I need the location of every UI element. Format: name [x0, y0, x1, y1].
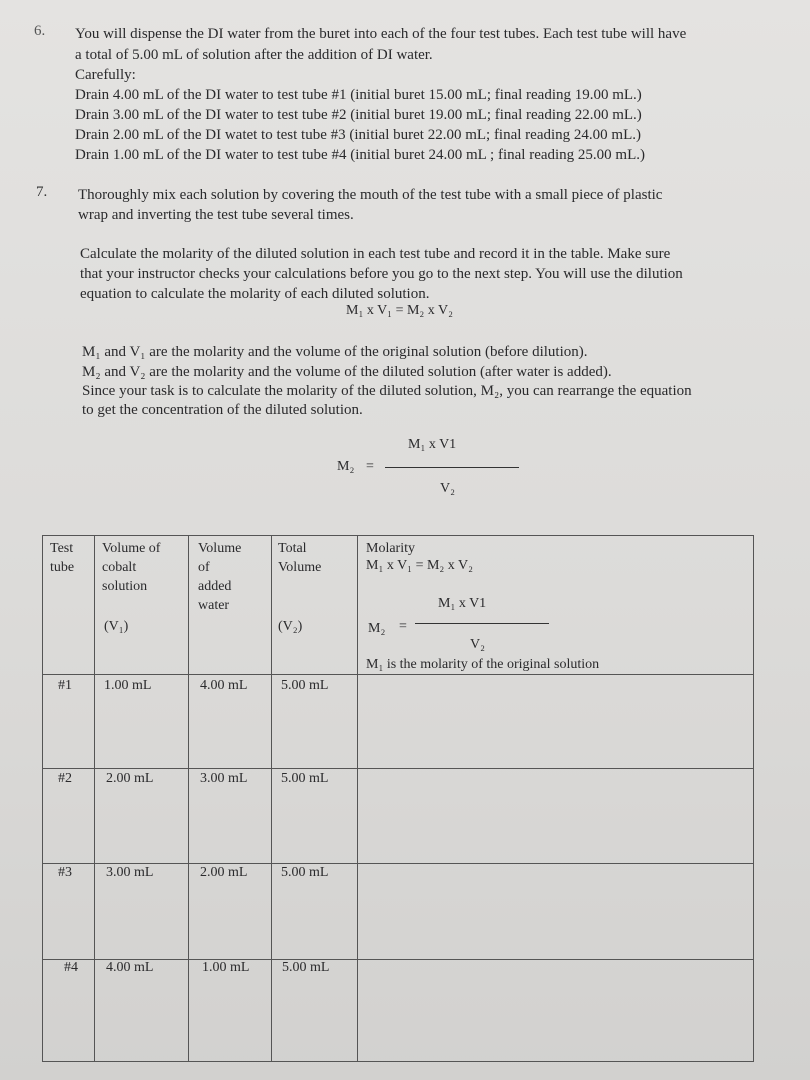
- header-text: solution: [102, 579, 148, 594]
- header-formula-lhs: M₂: [368, 621, 386, 636]
- header-molarity-equation: M₁ x V₁ = M₂ x V₂: [366, 558, 474, 573]
- formula-numerator: M₁ x V1: [408, 437, 457, 452]
- step-7-line: Thoroughly mix each solution by covering the mouth of the test tube with a small piece of plastic: [78, 187, 663, 203]
- row-divider: [42, 768, 754, 769]
- header-molarity-note: M₁ is the molarity of the original solution: [366, 657, 600, 672]
- table-border-bottom: [42, 1061, 754, 1062]
- row-2-water: 3.00 mL: [200, 771, 248, 786]
- row-1-water: 4.00 mL: [200, 678, 248, 693]
- step-7-number: 7.: [36, 184, 48, 200]
- header-text: tube: [50, 560, 75, 575]
- formula-denominator: V₂: [440, 481, 455, 496]
- header-v1-symbol: (V₁): [104, 619, 129, 634]
- formula-equals: =: [366, 459, 374, 474]
- column-divider: [357, 535, 358, 1062]
- step-6-line: Drain 1.00 mL of the DI water to test tube #4 (initial buret 24.00 mL ; final reading 25.00 mL.): [75, 147, 645, 163]
- step-7-line: wrap and inverting the test tube several times.: [78, 207, 354, 223]
- header-test-tube: [50, 539, 74, 577]
- header-v2-symbol: (V₂): [278, 619, 303, 634]
- step-6-line: a total of 5.00 mL of solution after the addition of DI water.: [75, 47, 433, 63]
- row-2-v2: 5.00 mL: [281, 771, 329, 786]
- step-6-line: Drain 4.00 mL of the DI water to test tube #1 (initial buret 15.00 mL; final reading 19.00 mL.): [75, 87, 642, 103]
- explanation-line: Since your task is to calculate the molarity of the diluted solution, M₂, you can rearrange the equation: [82, 383, 692, 399]
- header-text: Volume of: [102, 541, 161, 556]
- header-text: water: [198, 598, 230, 613]
- header-text: of: [198, 560, 210, 575]
- formula-fraction-bar: [385, 467, 519, 468]
- header-text: Test: [50, 541, 74, 556]
- row-3-v2: 5.00 mL: [281, 865, 329, 880]
- header-total-volume: [278, 539, 321, 577]
- table-border-right: [753, 535, 754, 1062]
- step-6-number: 6.: [34, 23, 46, 39]
- step-6-line: Drain 3.00 mL of the DI water to test tube #2 (initial buret 19.00 mL; final reading 22.00 mL.): [75, 107, 642, 123]
- row-2-v1: 2.00 mL: [106, 771, 154, 786]
- step-6-line: You will dispense the DI water from the buret into each of the four test tubes. Each test tube will have: [75, 26, 687, 42]
- row-4-v1: 4.00 mL: [106, 960, 154, 975]
- header-formula-denominator: V₂: [470, 637, 485, 652]
- row-2-tube: #2: [58, 771, 72, 786]
- header-formula-fraction-bar: [415, 623, 549, 624]
- calc-instruction-line: that your instructor checks your calculations before you go to the next step. You will use the dilution: [80, 266, 683, 282]
- table-border-top: [42, 535, 754, 536]
- header-formula-equals: =: [399, 619, 407, 634]
- row-divider: [42, 674, 754, 675]
- explanation-line: to get the concentration of the diluted solution.: [82, 402, 363, 418]
- row-divider: [42, 863, 754, 864]
- row-1-v2: 5.00 mL: [281, 678, 329, 693]
- calc-instruction-line: Calculate the molarity of the diluted solution in each test tube and record it in the table. Make sure: [80, 246, 671, 262]
- explanation-line: M₂ and V₂ are the molarity and the volume of the diluted solution (after water is added).: [82, 364, 612, 380]
- row-3-water: 2.00 mL: [200, 865, 248, 880]
- step-6-line: Drain 2.00 mL of the DI watet to test tube #3 (initial buret 22.00 mL; final reading 24.00 mL.): [75, 127, 641, 143]
- explanation-line: M₁ and V₁ are the molarity and the volume of the original solution (before dilution).: [82, 344, 588, 360]
- header-volume-cobalt: [102, 539, 160, 596]
- column-divider: [188, 535, 189, 1062]
- header-formula-numerator: M₁ x V1: [438, 596, 487, 611]
- dilution-equation: M₁ x V₁ = M₂ x V₂: [346, 303, 454, 318]
- header-text: cobalt: [102, 560, 137, 575]
- table-border-left: [42, 535, 43, 1062]
- header-added-water: [198, 539, 241, 615]
- header-text: Total: [278, 541, 307, 556]
- row-1-tube: #1: [58, 678, 72, 693]
- row-4-tube: #4: [64, 960, 78, 975]
- row-4-water: 1.00 mL: [202, 960, 250, 975]
- calc-instruction-line: equation to calculate the molarity of each diluted solution.: [80, 286, 430, 302]
- header-text: Volume: [198, 541, 242, 556]
- header-molarity: Molarity: [366, 541, 415, 556]
- column-divider: [271, 535, 272, 1062]
- row-3-tube: #3: [58, 865, 72, 880]
- header-text: added: [198, 579, 232, 594]
- formula-lhs: M₂: [337, 459, 355, 474]
- row-3-v1: 3.00 mL: [106, 865, 154, 880]
- step-6-line: Carefully:: [75, 67, 136, 83]
- dilution-table: [42, 535, 754, 1062]
- row-1-v1: 1.00 mL: [104, 678, 152, 693]
- column-divider: [94, 535, 95, 1062]
- row-4-v2: 5.00 mL: [282, 960, 330, 975]
- header-text: Volume: [278, 560, 322, 575]
